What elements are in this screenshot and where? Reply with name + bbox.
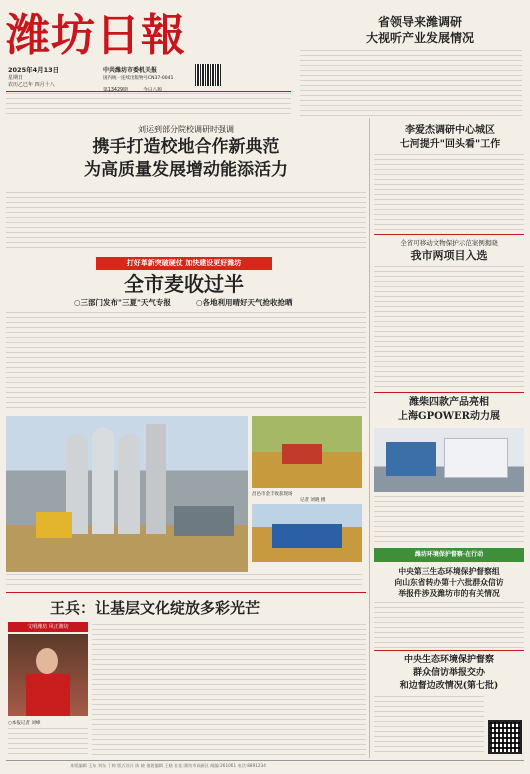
culture-rule bbox=[6, 592, 366, 593]
wheat-caption-1: 昌邑市金丰收获现场 bbox=[252, 492, 293, 497]
env-banner: 潍坊环境保护督察·在行动 bbox=[374, 548, 524, 562]
right-story-2-kicker: 全省可移动文物保护示范案例揭晓 bbox=[400, 239, 498, 247]
right-story-2-body bbox=[374, 266, 524, 390]
right-rule-3 bbox=[374, 650, 524, 651]
culture-left-body bbox=[8, 728, 88, 756]
right-story-1-body bbox=[374, 154, 524, 232]
footer-text: 本版编辑 王东 刘东 丁帅 版式设计 陈 晓 值班编辑 王晓 社址:潍坊市高新区 邮编:261061 电话:8891234 bbox=[70, 763, 266, 768]
right-story-1 bbox=[376, 124, 524, 152]
masthead-meta bbox=[8, 66, 108, 89]
culture-headline: 王兵：让基层文化绽放多彩光芒 bbox=[50, 599, 261, 617]
culture-tag: 文明潍坊 风正潍坊 bbox=[8, 622, 88, 632]
lead-headline-1: 携手打造校地合作新典范 bbox=[92, 137, 280, 157]
harvester-photo bbox=[252, 416, 362, 488]
right-story-4 bbox=[374, 566, 524, 599]
campaign-banner: 打好革新突破硬仗 加快建设更好潍坊 bbox=[96, 257, 272, 270]
right-story-1-line1: 李爱杰调研中心城区 bbox=[405, 125, 495, 136]
right-story-4-line2: 向山东省转办第十六批群众信访 bbox=[394, 578, 504, 587]
footer-rule bbox=[6, 760, 524, 761]
masthead-side-body bbox=[6, 93, 291, 118]
masthead-rule bbox=[6, 91, 291, 92]
right-story-5-line1: 中央生态环境保护督察 bbox=[403, 655, 494, 665]
right-story-4-line3: 举报件涉及潍坊市的有关情况 bbox=[398, 589, 500, 598]
wheat-body bbox=[6, 312, 366, 412]
right-story-5-line2: 群众信访举报交办 bbox=[412, 668, 485, 678]
wheat-sub1: ○三部门发布"三夏"天气专报 bbox=[74, 298, 171, 307]
right-story-3 bbox=[374, 396, 524, 424]
silo-photo bbox=[6, 416, 248, 572]
truck-photo bbox=[252, 504, 362, 562]
top-story bbox=[330, 14, 510, 46]
right-rule-1 bbox=[374, 234, 524, 235]
right-story-2 bbox=[374, 238, 524, 263]
gpower-photo bbox=[374, 428, 524, 492]
qr-code-icon bbox=[488, 720, 522, 754]
right-story-5-body bbox=[374, 696, 484, 756]
right-story-3-body bbox=[374, 496, 524, 544]
masthead-title: 潍坊日報 bbox=[6, 10, 186, 61]
issue-date: 2025年4月13日 bbox=[8, 66, 60, 74]
wheat-sub1-text: 三部门发布"三夏"天气专报 bbox=[80, 298, 171, 307]
photo-caption-body bbox=[6, 574, 362, 586]
culture-body bbox=[92, 624, 366, 756]
right-story-5-line3: 和边督边改情况(第七批) bbox=[399, 681, 499, 691]
lunar-date: 农历乙巳年 四月十八 bbox=[8, 82, 55, 88]
top-story-body bbox=[300, 50, 522, 116]
right-story-2-headline: 我市两项目入选 bbox=[410, 249, 488, 262]
sponsor: 中共潍坊市委机关报 bbox=[103, 67, 158, 74]
wheat-headline: 全市麦收过半 bbox=[124, 272, 244, 296]
culture-byline: ○本报记者 刘峰 bbox=[8, 721, 41, 726]
masthead-publisher bbox=[103, 66, 193, 94]
lead-kicker: 刘运到部分院校调研时强调 bbox=[138, 125, 234, 134]
right-story-4-line1: 中央第三生态环境保护督察组 bbox=[398, 567, 500, 576]
column-divider bbox=[369, 118, 370, 758]
lead-story bbox=[6, 124, 366, 182]
barcode bbox=[195, 64, 221, 86]
top-story-line1: 省领导来潍调研 bbox=[377, 15, 462, 29]
wheat-sub2: ○各地利用晴好天气抢收抢晒 bbox=[196, 298, 293, 307]
right-story-4-body bbox=[374, 602, 524, 648]
right-story-1-line2: 七河提升"回头看"工作 bbox=[399, 139, 501, 150]
lead-headline-2: 为高质量发展增动能添活力 bbox=[84, 160, 288, 180]
top-story-line2: 大视听产业发展情况 bbox=[365, 31, 474, 45]
right-story-3-line1: 潍柴四款产品亮相 bbox=[409, 397, 489, 408]
lead-story-body bbox=[6, 192, 366, 252]
right-story-5 bbox=[374, 654, 524, 693]
wheat-sub2-text: 各地利用晴好天气抢收抢晒 bbox=[202, 298, 293, 307]
right-story-3-line2: 上海GPOWER动力展 bbox=[398, 411, 500, 422]
culture-portrait bbox=[8, 634, 88, 716]
wheat-caption-2: 记者 刘晓 摄 bbox=[300, 498, 326, 503]
right-rule-2 bbox=[374, 392, 524, 393]
weekday: 星期日 bbox=[8, 75, 24, 81]
cn-number: 国内统一连续出版物号CN37-0041 bbox=[103, 76, 174, 81]
